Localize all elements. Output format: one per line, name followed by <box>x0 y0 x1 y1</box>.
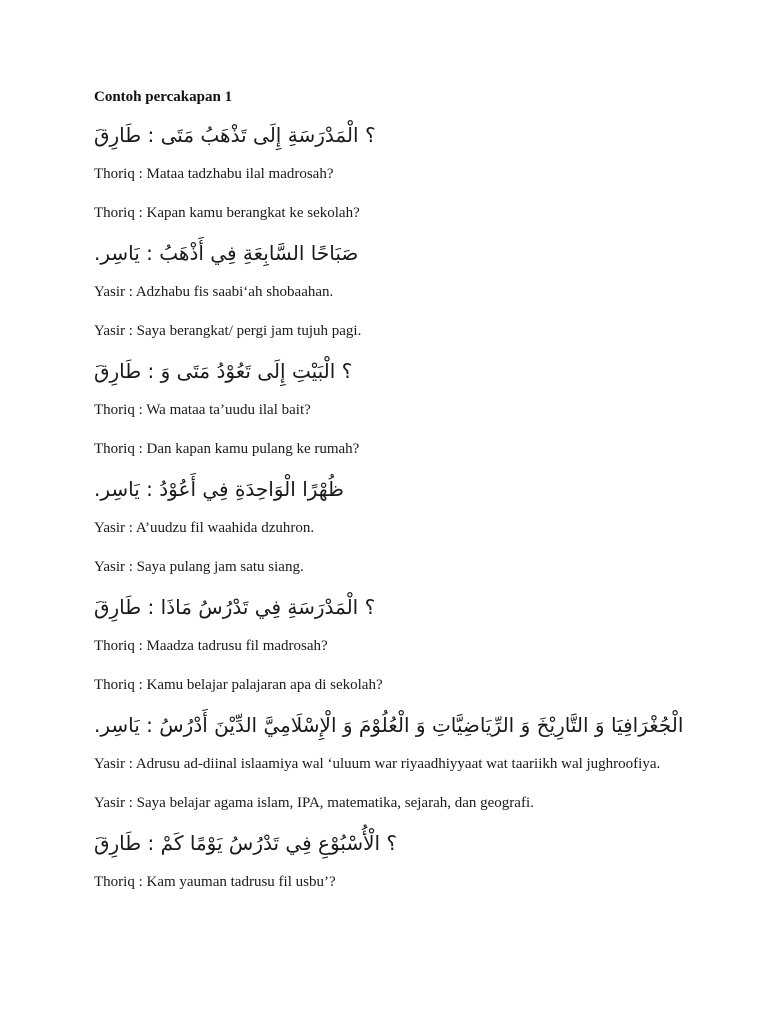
dialog-line-arabic: .‎يَاسِر‎ : ‎أَعُوْدُ‎ ‎فِي‎ ‎الْوَاحِدَةِ‎ ‎ظُهْرًا <box>94 477 344 501</box>
dialog-line-latin: Yasir : Adzhabu fis saabi‘ah shobaahan. <box>94 284 334 300</box>
dialog-line-arabic: طَارِقَ‎ : ‎وَ‎ ‎مَتَى‎ ‎تَعُوْدُ‎ ‎إِلَى‎ ‎الْبَيْتِ‎ ‎؟ <box>94 359 353 383</box>
dialog-line-arabic: طَارِقَ‎ : ‎مَتَى‎ ‎تَذْهَبُ‎ ‎إِلَى‎ ‎الْمَدْرَسَةِ‎ ‎؟ <box>94 123 376 147</box>
dialog-line-latin: Thoriq : Kamu belajar palajaran apa di sekolah? <box>94 677 383 693</box>
dialog-line-latin: Yasir : Saya belajar agama islam, IPA, matematika, sejarah, dan geografi. <box>94 795 534 811</box>
page-title: Contoh percakapan 1 <box>94 89 233 105</box>
dialog-line-arabic: طَارِقَ‎ : ‎مَاذَا‎ ‎تَدْرُسُ‎ ‎فِي‎ ‎الْمَدْرَسَةِ‎ ‎؟ <box>94 595 376 619</box>
dialog-line-arabic: طَارِقَ‎ : ‎كَمْ‎ ‎يَوْمًا‎ ‎تَدْرُسُ‎ ‎فِي‎ ‎الْأُسْبُوْعِ‎ ‎؟ <box>94 831 398 855</box>
dialog-line-latin: Thoriq : Kapan kamu berangkat ke sekolah? <box>94 205 360 221</box>
dialog-line-latin: Yasir : Adrusu ad-diinal islaamiya wal ‘uluum war riyaadhiyyaat wat taariikh wal jughroofiya. <box>94 756 661 772</box>
dialog-line-latin: Thoriq : Maadza tadrusu fil madrosah? <box>94 638 328 654</box>
dialog-line-latin: Yasir : Saya pulang jam satu siang. <box>94 559 304 575</box>
dialog-line-latin: Thoriq : Wa mataa ta’uudu ilal bait? <box>94 402 311 418</box>
dialog-lines <box>94 117 684 892</box>
dialog-line-latin: Thoriq : Dan kapan kamu pulang ke rumah? <box>94 441 360 457</box>
dialog-line-arabic: .‎يَاسِر‎ : ‎أَدْرُسُ‎ ‎الدِّيْنَ‎ ‎الْإِسْلَامِيَّ‎ ‎وَ‎ ‎الْعُلُوْمَ‎ ‎وَ‎ ‎الرِّيَاضِيَّاتِ‎ ‎وَ‎ ‎التَّارِيْخَ‎ ‎وَ‎ ‎الْجُغْرَافِيَا <box>94 713 684 737</box>
dialog-line-arabic: .‎يَاسِر‎ : ‎أَذْهَبُ‎ ‎فِي‎ ‎السَّابِعَةِ‎ ‎صَبَاحًا <box>94 241 359 265</box>
dialog-line-latin: Yasir : Saya berangkat/ pergi jam tujuh pagi. <box>94 323 362 339</box>
dialog-line-latin: Thoriq : Mataa tadzhabu ilal madrosah? <box>94 166 334 182</box>
dialog-line-latin: Thoriq : Kam yauman tadrusu fil usbu’? <box>94 874 336 890</box>
dialog-line-latin: Yasir : A’uudzu fil waahida dzuhron. <box>94 520 315 536</box>
